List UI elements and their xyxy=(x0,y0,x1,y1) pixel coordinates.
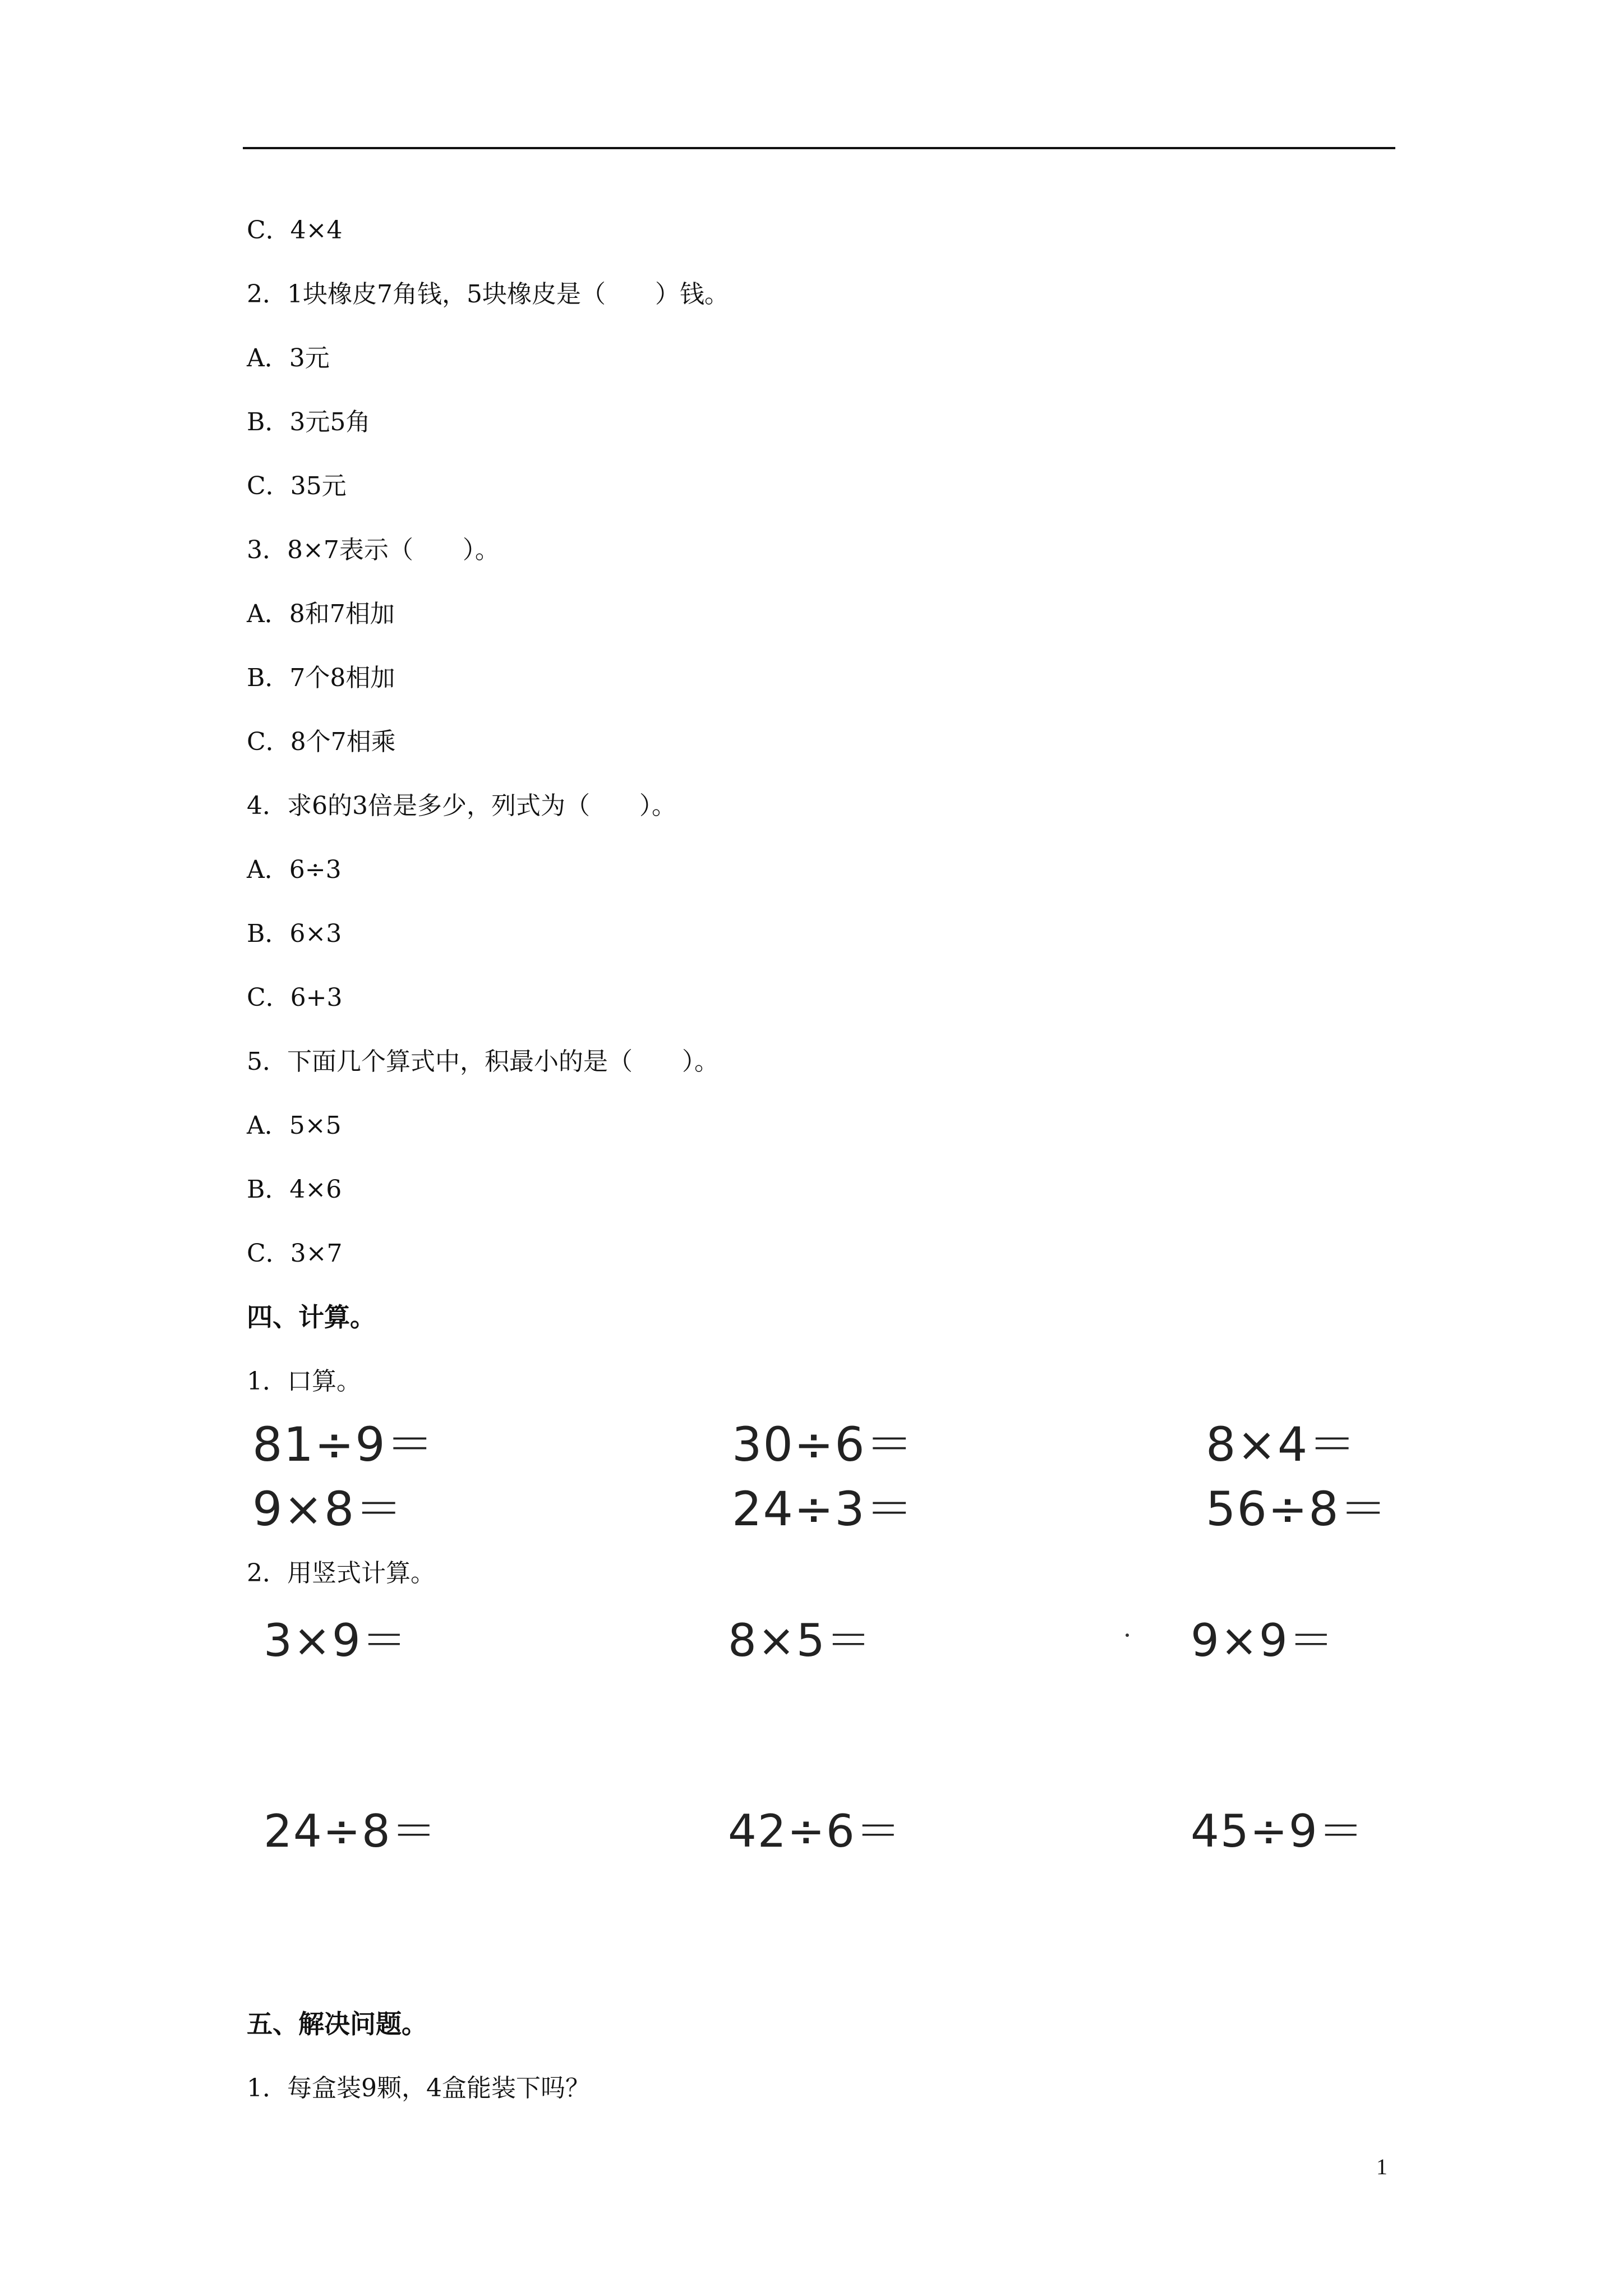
problem-1: 1．每盒装9颗，4盒能装下吗？ xyxy=(247,2074,590,2102)
vertical-calc-label: 2．用竖式计算。 xyxy=(247,1559,435,1588)
vertical-expr: 9×9＝ xyxy=(1191,1614,1335,1667)
oral-expr: 8×4＝ xyxy=(1206,1417,1357,1472)
vertical-expr: 42÷6＝ xyxy=(728,1805,902,1857)
question-5-stem: 5．下面几个算式中，积最小的是（ ）。 xyxy=(247,1047,719,1076)
question-3-option-c: C．8个7相乘 xyxy=(247,728,396,756)
question-4-option-c: C．6+3 xyxy=(247,983,343,1012)
question-1-option-c: C．4×4 xyxy=(247,216,343,245)
header-rule xyxy=(243,147,1395,149)
vertical-calc-row xyxy=(0,1613,1623,1669)
section-4-title: 四、计算。 xyxy=(247,1302,376,1332)
question-2-option-c: C．35元 xyxy=(247,472,347,500)
question-2-option-b: B．3元5角 xyxy=(247,408,371,436)
oral-expr: 56÷8＝ xyxy=(1206,1481,1388,1536)
vertical-calc-row xyxy=(0,1803,1623,1860)
section-5-title: 五、解决问题。 xyxy=(247,2009,427,2039)
oral-expr: 30÷6＝ xyxy=(732,1417,914,1472)
vertical-expr: 24÷8＝ xyxy=(264,1805,437,1857)
question-4-option-a: A．6÷3 xyxy=(247,855,342,884)
oral-expr: 9×8＝ xyxy=(252,1481,404,1536)
oral-calc-row xyxy=(0,1481,1623,1537)
oral-calc-row xyxy=(0,1416,1623,1473)
question-5-option-b: B．4×6 xyxy=(247,1175,342,1204)
oral-expr: 24÷3＝ xyxy=(732,1481,914,1536)
question-3-stem: 3．8×7表示（ ）。 xyxy=(247,536,500,564)
question-3-option-a: A．8和7相加 xyxy=(247,600,395,628)
question-5-option-c: C．3×7 xyxy=(247,1239,343,1268)
stray-dot xyxy=(1126,1634,1129,1637)
question-2-option-a: A．3元 xyxy=(247,344,330,372)
page-number: 1 xyxy=(1376,2154,1387,2179)
vertical-expr: 8×5＝ xyxy=(728,1614,872,1667)
question-5-option-a: A．5×5 xyxy=(247,1111,342,1140)
oral-expr: 81÷9＝ xyxy=(252,1417,435,1472)
vertical-expr: 45÷9＝ xyxy=(1191,1805,1364,1857)
oral-calc-label: 1．口算。 xyxy=(247,1367,361,1396)
question-4-option-b: B．6×3 xyxy=(247,919,342,948)
question-2-stem: 2．1块橡皮7角钱，5块橡皮是（ ）钱。 xyxy=(247,280,729,309)
question-3-option-b: B．7个8相加 xyxy=(247,664,395,692)
vertical-expr: 3×9＝ xyxy=(264,1614,408,1667)
question-4-stem: 4．求6的3倍是多少，列式为（ ）。 xyxy=(247,792,676,820)
